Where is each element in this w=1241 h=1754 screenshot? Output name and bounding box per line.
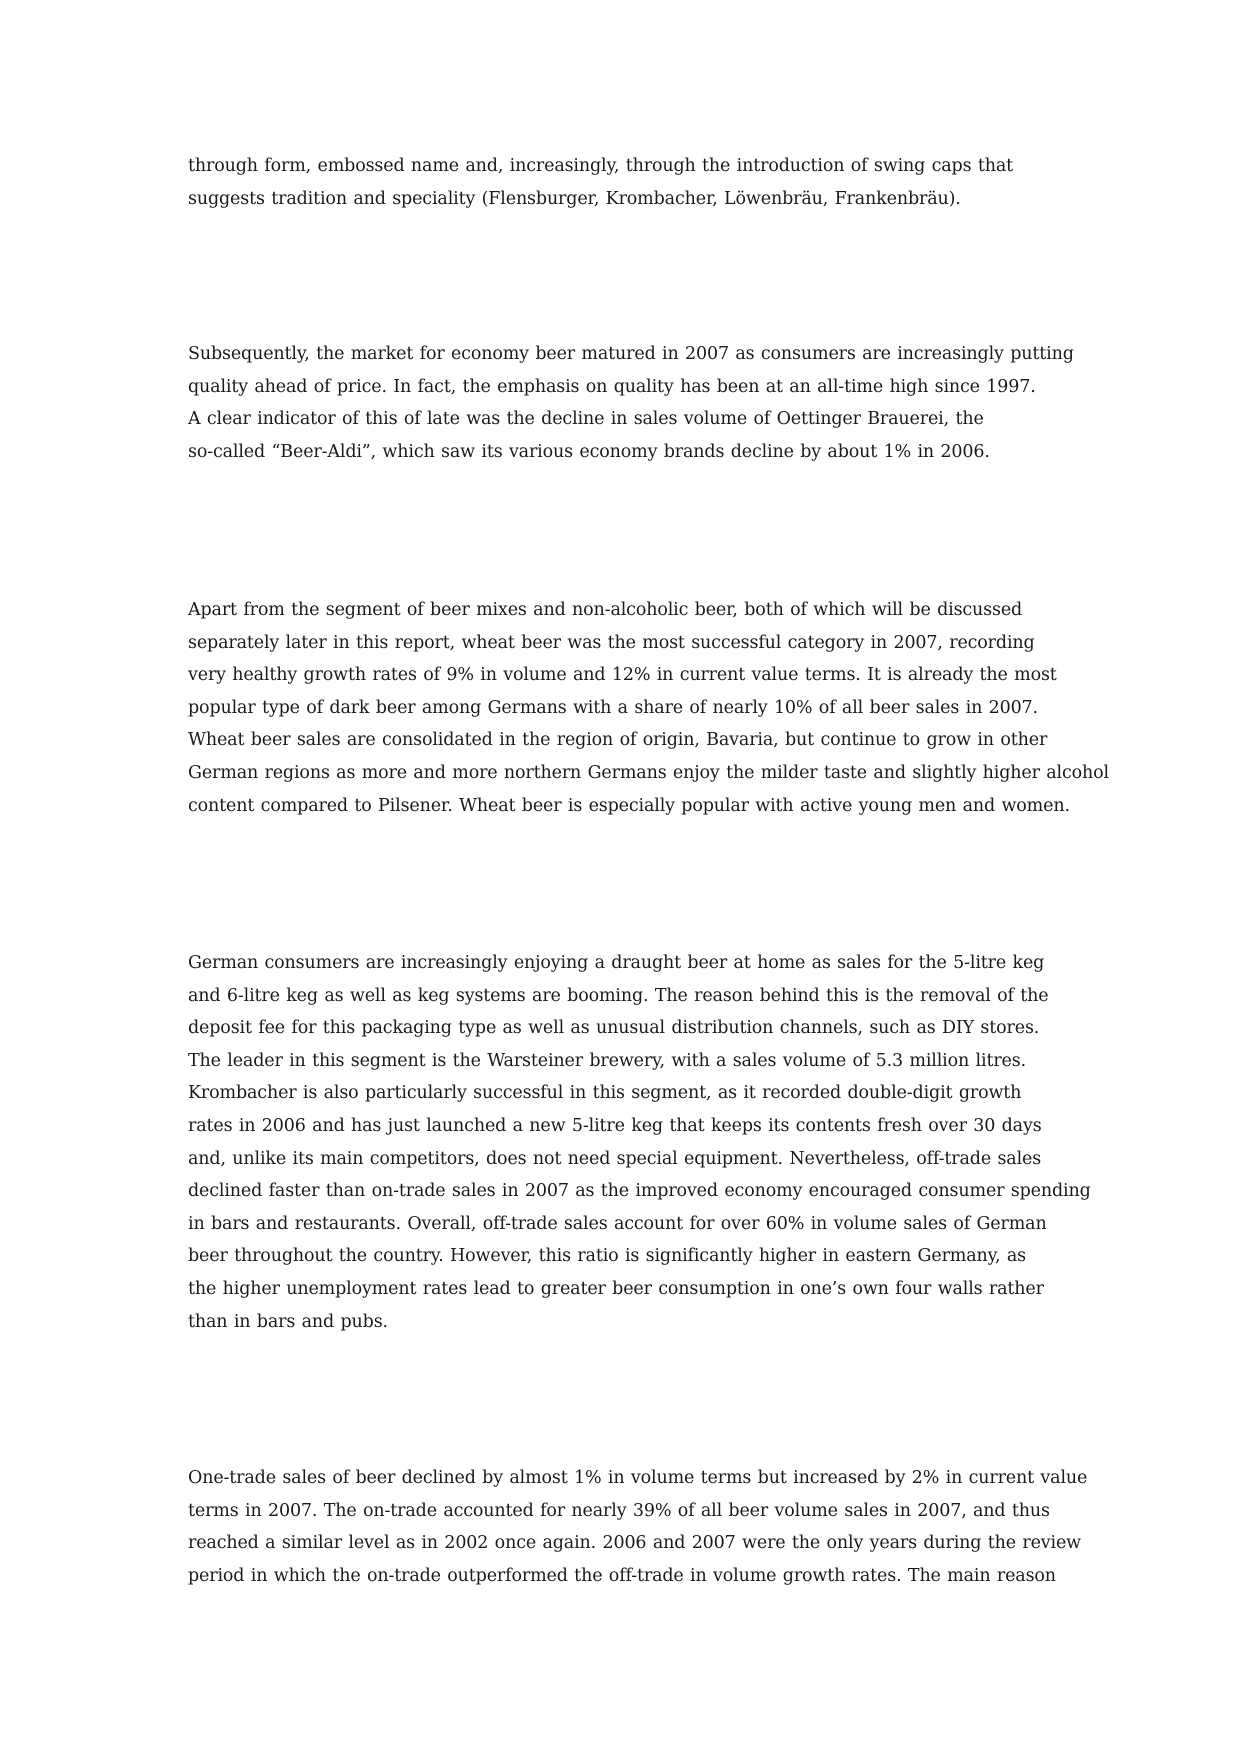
text-line: reached a similar level as in 2002 once again. 2006 and 2007 were the only years during the review (188, 1533, 1082, 1554)
text-line: so-called “Beer-Aldi”, which saw its various economy brands decline by about 1% in 2006. (188, 441, 990, 462)
text-line: Subsequently, the market for economy beer matured in 2007 as consumers are increasingly putting (188, 344, 1074, 364)
text-line: separately later in this report, wheat beer was the most successful category in 2007, recording (188, 632, 1035, 653)
paragraph-packaging (188, 150, 1068, 215)
text-line: period in which the on-trade outperformed the off-trade in volume growth rates. The main reason (188, 1565, 1056, 1586)
text-line: declined faster than on-trade sales in 2007 as the improved economy encouraged consumer spending (188, 1181, 1091, 1202)
text-line: than in bars and pubs. (188, 1311, 388, 1332)
paragraph-wheat-beer (188, 594, 1109, 822)
text-line: beer throughout the country. However, this ratio is significantly higher in eastern Germany, as (188, 1246, 1027, 1267)
text-line: Krombacher is also particularly successful in this segment, as it recorded double-digit growth (188, 1083, 1022, 1104)
text-line: through form, embossed name and, increasingly, through the introduction of swing caps that (188, 156, 1014, 176)
text-line: deposit fee for this packaging type as well as unusual distribution channels, such as DIY stores. (188, 1018, 1040, 1039)
text-line: German regions as more and more northern Germans enjoy the milder taste and slightly higher alcohol (188, 762, 1109, 783)
text-line: German consumers are increasingly enjoying a draught beer at home as sales for the 5-litre keg (188, 953, 1045, 973)
text-line: the higher unemployment rates lead to greater beer consumption in one’s own four walls rather (188, 1278, 1044, 1299)
text-line: content compared to Pilsener. Wheat beer is especially popular with active young men and women. (188, 795, 1070, 816)
paragraph-on-trade-sales (188, 1462, 1088, 1592)
text-line: The leader in this segment is the Warsteiner brewery, with a sales volume of 5.3 million litres. (188, 1050, 1026, 1071)
text-line: popular type of dark beer among Germans with a share of nearly 10% of all beer sales in 2007. (188, 697, 1038, 718)
text-line: suggests tradition and speciality (Flensburger, Krombacher, Löwenbräu, Frankenbräu). (188, 188, 961, 209)
text-line: very healthy growth rates of 9% in volume and 12% in current value terms. It is already the most (188, 665, 1057, 686)
text-line: and, unlike its main competitors, does not need special equipment. Nevertheless, off-trade sales (188, 1148, 1042, 1169)
text-line: Apart from the segment of beer mixes and non-alcoholic beer, both of which will be discussed (188, 600, 1023, 620)
text-line: A clear indicator of this of late was the decline in sales volume of Oettinger Brauerei, the (188, 409, 984, 430)
text-line: terms in 2007. The on-trade accounted for nearly 39% of all beer volume sales in 2007, and thus (188, 1500, 1050, 1521)
text-line: in bars and restaurants. Overall, off-trade sales account for over 60% in volume sales of German (188, 1213, 1047, 1234)
text-line: Wheat beer sales are consolidated in the region of origin, Bavaria, but continue to grow in other (188, 730, 1048, 751)
paragraph-draught-keg (188, 947, 1091, 1338)
text-line: and 6-litre keg as well as keg systems are booming. The reason behind this is the removal of the (188, 985, 1049, 1006)
text-line: One-trade sales of beer declined by almost 1% in volume terms but increased by 2% in current value (188, 1468, 1088, 1488)
text-line: rates in 2006 and has just launched a new 5-litre keg that keeps its contents fresh over 30 days (188, 1115, 1042, 1136)
paragraph-economy-beer (188, 338, 1074, 468)
text-line: quality ahead of price. In fact, the emphasis on quality has been at an all-time high since 1997. (188, 376, 1036, 397)
